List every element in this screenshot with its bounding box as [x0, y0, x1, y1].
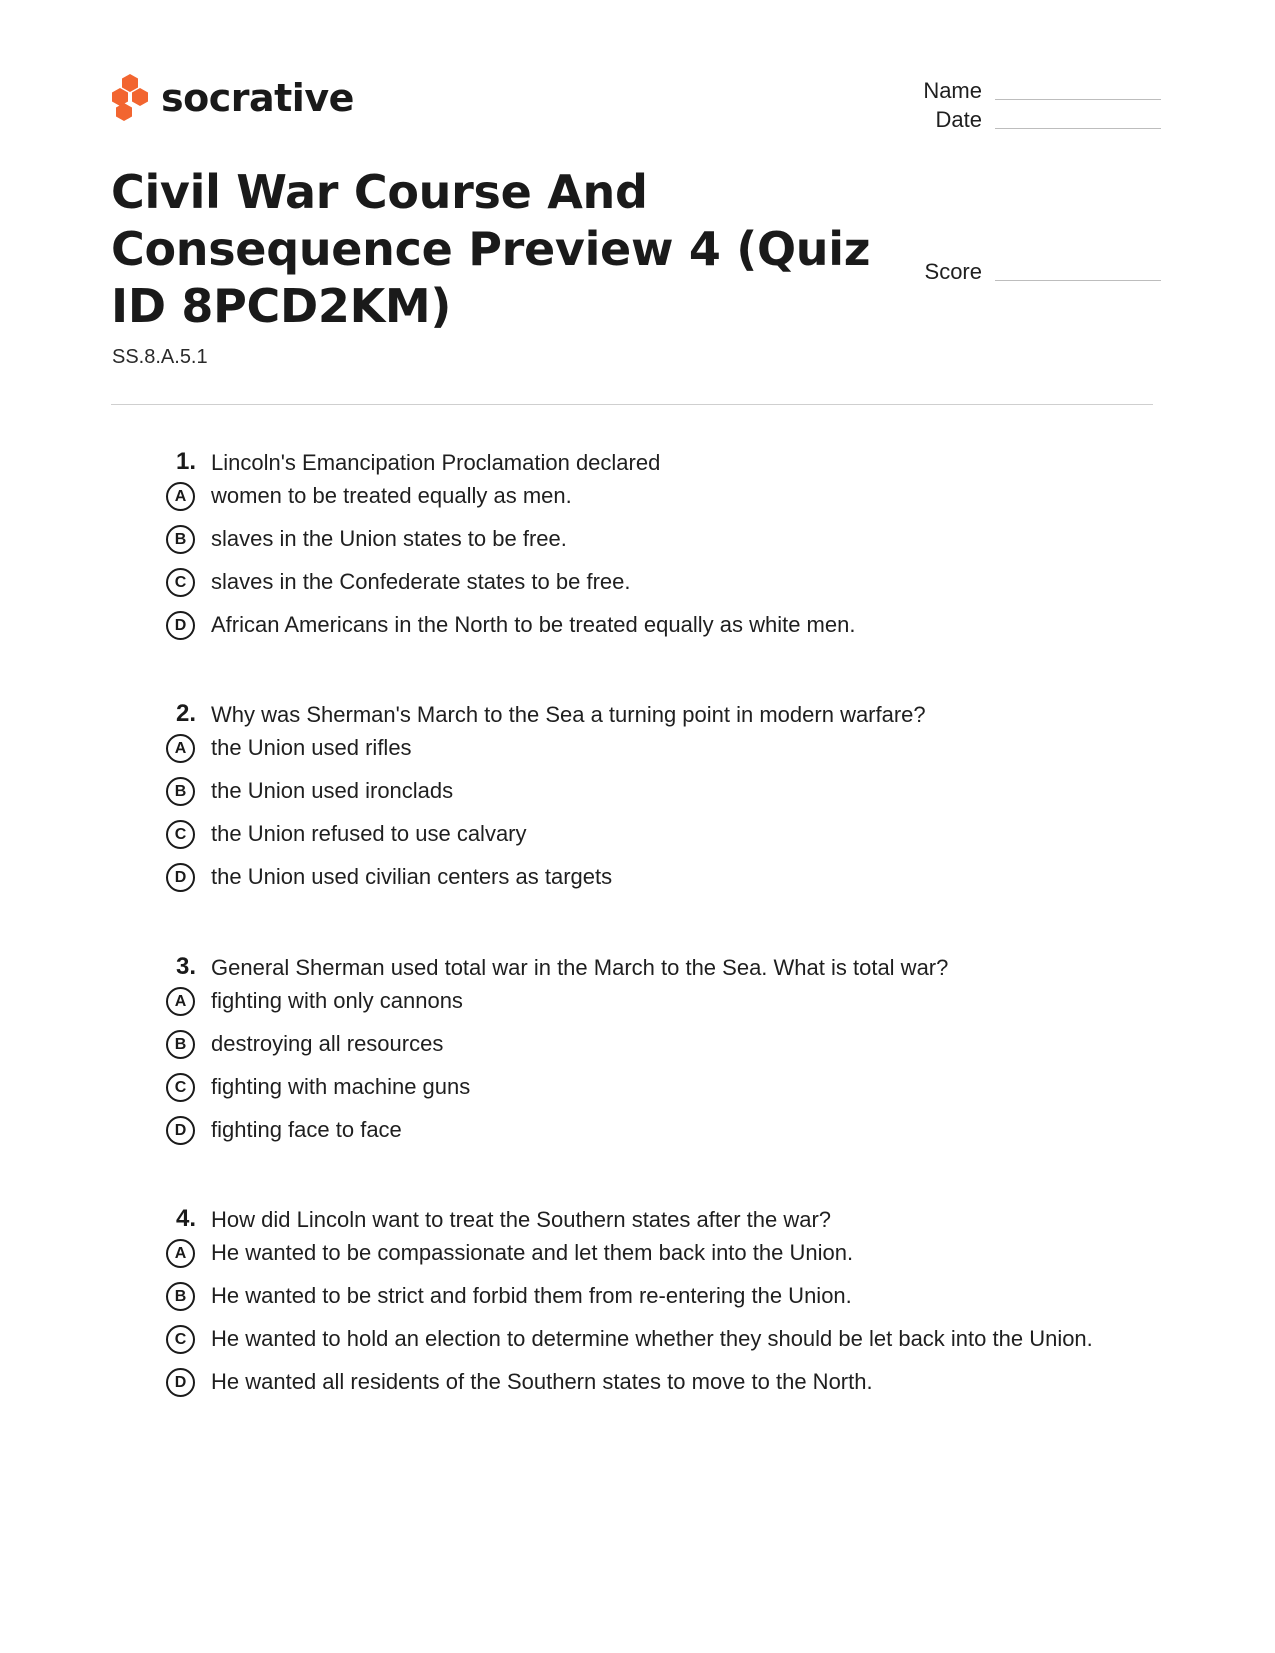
brand-name: socrative — [161, 76, 354, 120]
answer-bubble-a[interactable]: A — [166, 482, 195, 511]
option-text: slaves in the Union states to be free. — [211, 526, 567, 551]
answer-bubble-b[interactable]: B — [166, 1282, 195, 1311]
option-c[interactable] — [164, 1325, 1144, 1368]
option-text: the Union used rifles — [211, 735, 412, 760]
socrative-logo — [111, 72, 354, 124]
option-text: African Americans in the North to be treated equally as white men. — [211, 612, 856, 637]
option-text: He wanted to hold an election to determine whether they should be let back into the Union. — [211, 1326, 1093, 1351]
option-text: the Union used civilian centers as targets — [211, 864, 613, 889]
option-c[interactable] — [164, 568, 1144, 611]
option-b[interactable] — [164, 1282, 1144, 1325]
answer-bubble-b[interactable]: B — [166, 525, 195, 554]
answer-bubble-c[interactable]: C — [166, 1325, 195, 1354]
option-text: the Union used ironclads — [211, 778, 454, 803]
option-text: He wanted all residents of the Southern states to move to the North. — [211, 1369, 873, 1394]
score-line[interactable] — [995, 280, 1161, 281]
answer-bubble-d[interactable]: D — [166, 1368, 195, 1397]
option-text: fighting with only cannons — [211, 988, 463, 1013]
option-text: fighting face to face — [211, 1117, 402, 1142]
answer-bubble-c[interactable]: C — [166, 1073, 195, 1102]
answer-bubble-c[interactable]: C — [166, 820, 195, 849]
name-label: Name — [923, 78, 982, 103]
answer-bubble-a[interactable]: A — [166, 734, 195, 763]
option-b[interactable] — [164, 525, 1144, 568]
option-text: He wanted to be compassionate and let them back into the Union. — [211, 1240, 854, 1265]
date-label: Date — [935, 107, 982, 132]
answer-bubble-c[interactable]: C — [166, 568, 195, 597]
option-a[interactable] — [164, 734, 1144, 777]
hexagon-cluster-icon — [111, 73, 151, 123]
option-a[interactable] — [164, 987, 1144, 1030]
option-a[interactable] — [164, 482, 1144, 525]
question-number: 4. — [175, 1205, 196, 1232]
option-d[interactable] — [164, 863, 1144, 906]
question-4 — [164, 1203, 1144, 1411]
question-number: 1. — [175, 448, 196, 475]
option-d[interactable] — [164, 1368, 1144, 1411]
question-text: Lincoln's Emancipation Proclamation declared — [211, 450, 661, 475]
question-1 — [164, 446, 1144, 654]
date-line[interactable] — [995, 128, 1161, 129]
question-number: 2. — [175, 700, 196, 727]
option-text: destroying all resources — [211, 1031, 444, 1056]
option-c[interactable] — [164, 820, 1144, 863]
option-a[interactable] — [164, 1239, 1144, 1282]
option-d[interactable] — [164, 1116, 1144, 1159]
answer-bubble-d[interactable]: D — [166, 611, 195, 640]
question-3 — [164, 951, 1144, 1159]
option-text: women to be treated equally as men. — [211, 483, 572, 508]
option-text: the Union refused to use calvary — [211, 821, 527, 846]
score-label: Score — [924, 259, 982, 284]
option-b[interactable] — [164, 1030, 1144, 1073]
answer-bubble-a[interactable]: A — [166, 1239, 195, 1268]
question-text: Why was Sherman's March to the Sea a turning point in modern warfare? — [211, 702, 926, 727]
option-text: fighting with machine guns — [211, 1074, 471, 1099]
answer-bubble-d[interactable]: D — [166, 1116, 195, 1145]
answer-bubble-b[interactable]: B — [166, 1030, 195, 1059]
answer-bubble-d[interactable]: D — [166, 863, 195, 892]
question-number: 3. — [175, 953, 196, 980]
option-d[interactable] — [164, 611, 1144, 654]
question-text: General Sherman used total war in the March to the Sea. What is total war? — [211, 955, 949, 980]
question-text: How did Lincoln want to treat the Southern states after the war? — [211, 1207, 832, 1232]
question-2 — [164, 698, 1144, 906]
option-text: He wanted to be strict and forbid them from re-entering the Union. — [211, 1283, 852, 1308]
header-divider — [111, 404, 1153, 405]
option-b[interactable] — [164, 777, 1144, 820]
option-c[interactable] — [164, 1073, 1144, 1116]
standard-code: SS.8.A.5.1 — [112, 346, 208, 368]
answer-bubble-a[interactable]: A — [166, 987, 195, 1016]
name-line[interactable] — [995, 99, 1161, 100]
answer-bubble-b[interactable]: B — [166, 777, 195, 806]
quiz-title: Civil War Course And Consequence Preview 4 (Quiz ID 8PCD2KM) — [111, 165, 871, 333]
option-text: slaves in the Confederate states to be free. — [211, 569, 631, 594]
